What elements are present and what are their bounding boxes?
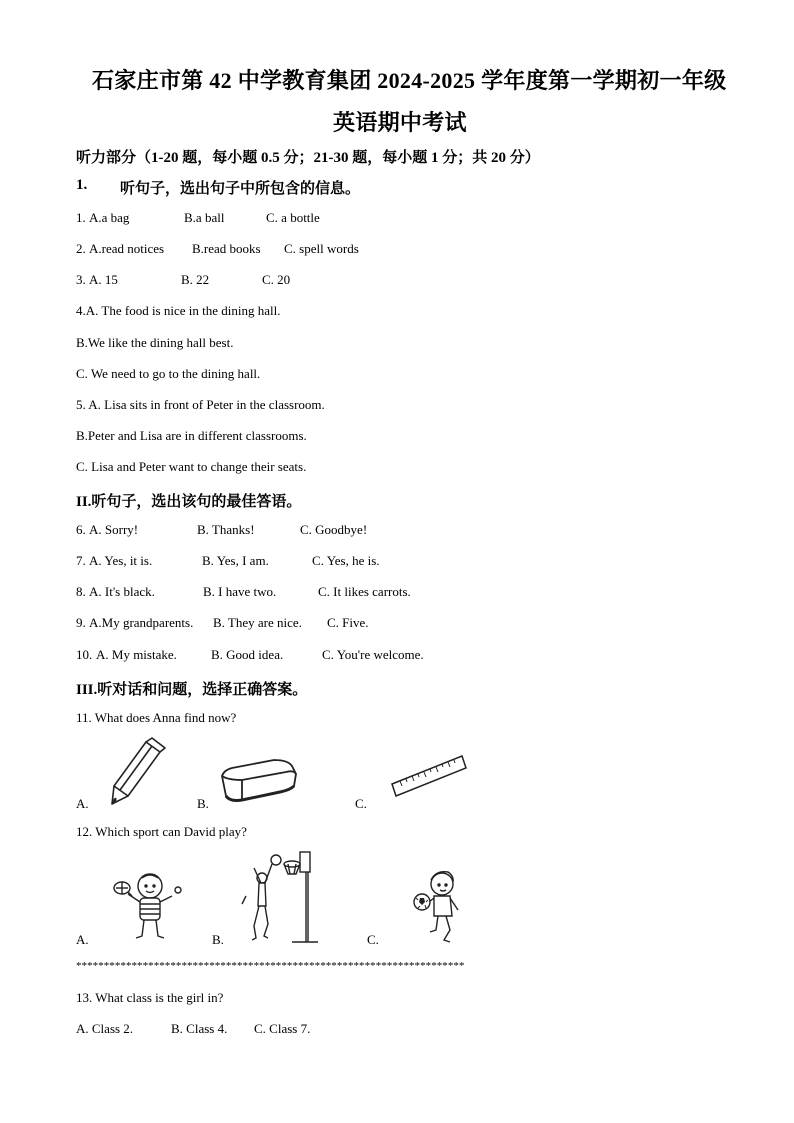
q10-option-b: B. Good idea. bbox=[211, 647, 284, 662]
q11-option-c: C. bbox=[355, 796, 367, 811]
q2-option-b: B.read books bbox=[192, 241, 261, 256]
q8-option-a: A. It's black. bbox=[89, 584, 155, 599]
section2-heading: II.听句子，选出该句的最佳答语。 bbox=[76, 494, 302, 510]
q3-option-b: B. 22 bbox=[181, 272, 210, 287]
soccer-player-icon bbox=[412, 868, 464, 944]
q11-question: 11. What does Anna find now? bbox=[76, 710, 237, 725]
q2-number: 2. bbox=[76, 241, 86, 256]
question-13-options bbox=[76, 1021, 376, 1039]
q8-number: 8. bbox=[76, 584, 86, 599]
badminton-player-icon bbox=[112, 868, 184, 942]
q8-option-b: B. I have two. bbox=[203, 584, 277, 599]
q12-option-c: C. bbox=[367, 932, 379, 947]
q6-number: 6. bbox=[76, 522, 86, 537]
section3-heading: III.听对话和问题，选择正确答案。 bbox=[76, 682, 308, 698]
question-10 bbox=[76, 647, 456, 665]
q10-option-c: C. You're welcome. bbox=[322, 647, 424, 662]
q13-question: 13. What class is the girl in? bbox=[76, 990, 224, 1005]
q4-option-c: C. We need to go to the dining hall. bbox=[76, 366, 261, 381]
exam-title-line2: 英语期中考试 bbox=[333, 110, 467, 135]
q5-option-c: C. Lisa and Peter want to change their seats. bbox=[76, 459, 307, 474]
basketball-player-icon bbox=[232, 848, 322, 944]
q12-option-a: A. bbox=[76, 932, 89, 947]
q1-number: 1. bbox=[76, 210, 86, 225]
q7-option-c: C. Yes, he is. bbox=[312, 553, 380, 568]
q13-option-a: A. Class 2. bbox=[76, 1021, 134, 1036]
section1-number: 1. bbox=[76, 177, 88, 193]
question-9 bbox=[76, 615, 396, 633]
q7-option-b: B. Yes, I am. bbox=[202, 553, 269, 568]
q4-option-b: B.We like the dining hall best. bbox=[76, 335, 234, 350]
question-6 bbox=[76, 522, 396, 540]
q6-option-c: C. Goodbye! bbox=[300, 522, 368, 537]
q2-option-a: A.read notices bbox=[89, 241, 165, 256]
listening-header: 听力部分（1-20 题，每小题 0.5 分；21-30 题，每小题 1 分；共 20 分） bbox=[76, 150, 540, 166]
q11-option-a: A. bbox=[76, 796, 89, 811]
q1-option-b: B.a ball bbox=[184, 210, 225, 225]
q12-question: 12. Which sport can David play? bbox=[76, 824, 247, 839]
q13-option-c: C. Class 7. bbox=[254, 1021, 311, 1036]
pencil-icon bbox=[108, 740, 166, 808]
exam-title-line1: 石家庄市第 42 中学教育集团 2024-2025 学年度第一学期初一年级 bbox=[92, 68, 727, 93]
q9-option-b: B. They are nice. bbox=[213, 615, 302, 630]
q13-option-b: B. Class 4. bbox=[171, 1021, 228, 1036]
question-8 bbox=[76, 584, 436, 602]
q9-option-c: C. Five. bbox=[327, 615, 369, 630]
q2-option-c: C. spell words bbox=[284, 241, 359, 256]
separator-line: ********************************************************************** bbox=[76, 960, 465, 972]
q7-option-a: A. Yes, it is. bbox=[89, 553, 153, 568]
q6-option-b: B. Thanks! bbox=[197, 522, 255, 537]
q11-option-b: B. bbox=[197, 796, 209, 811]
q9-number: 9. bbox=[76, 615, 86, 630]
question-2 bbox=[76, 241, 376, 259]
eraser-icon bbox=[218, 756, 298, 804]
q1-option-c: C. a bottle bbox=[266, 210, 320, 225]
q6-option-a: A. Sorry! bbox=[89, 522, 139, 537]
q3-option-c: C. 20 bbox=[262, 272, 291, 287]
q3-option-a: A. 15 bbox=[89, 272, 118, 287]
q10-option-a: A. My mistake. bbox=[96, 647, 177, 662]
question-3 bbox=[76, 272, 376, 290]
q5-option-b: B.Peter and Lisa are in different classrooms. bbox=[76, 428, 307, 443]
q1-option-a: A.a bag bbox=[89, 210, 130, 225]
q9-option-a: A.My grandparents. bbox=[89, 615, 194, 630]
q7-number: 7. bbox=[76, 553, 86, 568]
q10-number: 10. bbox=[76, 647, 93, 662]
q3-number: 3. bbox=[76, 272, 86, 287]
q5-option-a: 5. A. Lisa sits in front of Peter in the classroom. bbox=[76, 397, 325, 412]
q8-option-c: C. It likes carrots. bbox=[318, 584, 411, 599]
ruler-icon bbox=[390, 752, 468, 800]
q12-option-b: B. bbox=[212, 932, 224, 947]
q4-option-a: 4.A. The food is nice in the dining hall. bbox=[76, 303, 281, 318]
question-1 bbox=[76, 210, 376, 228]
section1-heading: 听句子，选出句子中所包含的信息。 bbox=[120, 181, 361, 197]
question-7 bbox=[76, 553, 396, 571]
